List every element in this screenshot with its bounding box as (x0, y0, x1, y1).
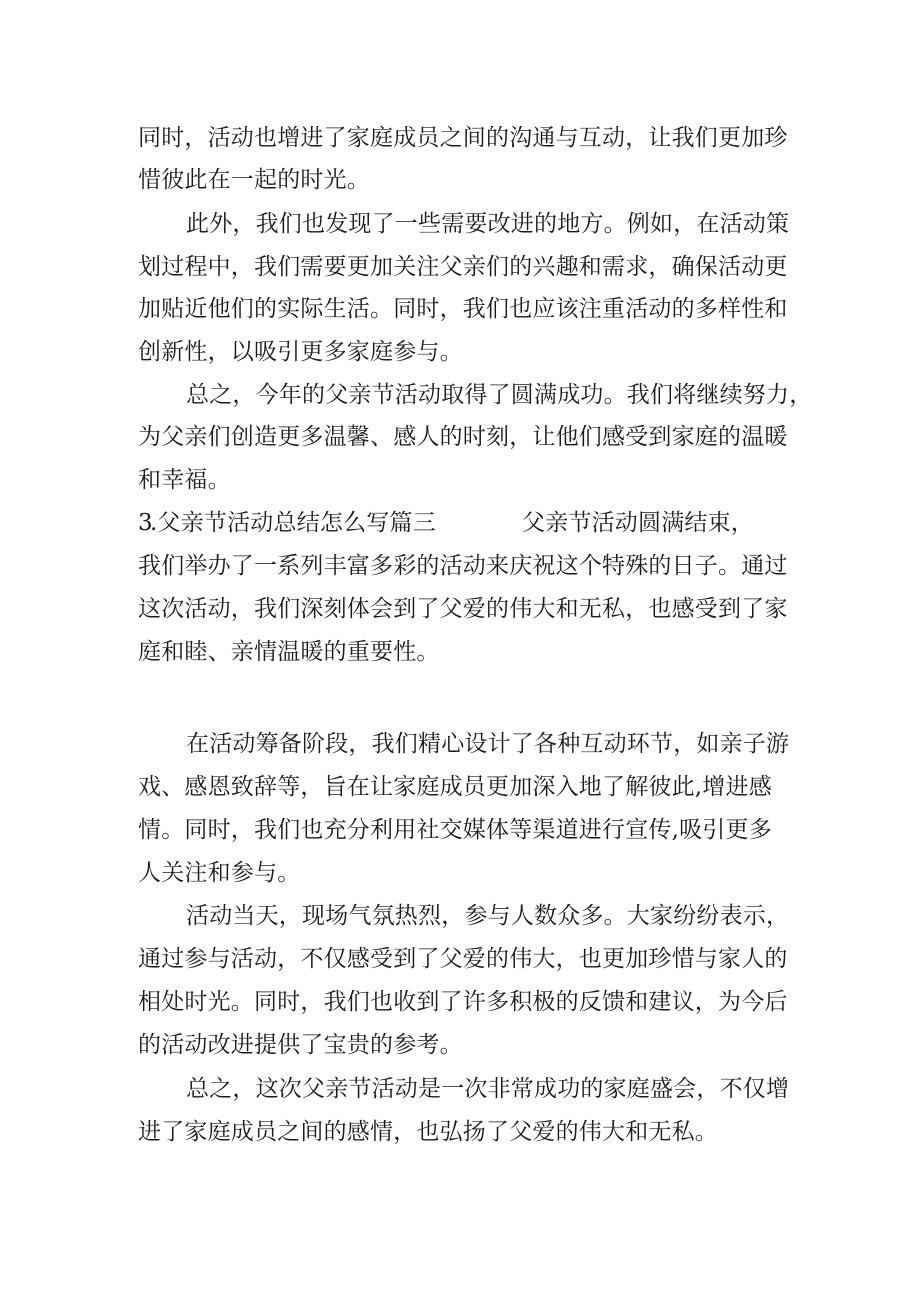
text-line: 和幸福。 (138, 467, 231, 493)
text-line: 划过程中，我们需要更加关注父亲们的兴趣和需求，确保活动更 (138, 254, 788, 280)
section-heading-tail: 父亲节活动圆满结束， (522, 510, 754, 536)
paragraph-first-line: 在活动筹备阶段，我们精心设计了各种互动环节，如亲子游 (186, 731, 790, 757)
paragraph-first-line: 总之，这次父亲节活动是一次非常成功的家庭盛会，不仅增 (186, 1076, 790, 1102)
text-line: 相处时光。同时，我们也收到了许多积极的反馈和建议，为今后 (138, 989, 788, 1015)
text-line: 情。同时，我们也充分利用社交媒体等渠道进行宣传,吸引更多 (138, 817, 772, 843)
text-line: 的活动改进提供了宝贵的参考。 (138, 1032, 463, 1058)
text-line: 同时，活动也增进了家庭成员之间的沟通与互动，让我们更加珍 (138, 125, 788, 151)
section-title: .父亲节活动总结怎么写篇三 (150, 510, 436, 536)
paragraph-first-line: 总之，今年的父亲节活动取得了圆满成功。我们将继续努力， (186, 382, 813, 408)
paragraph-first-line: 此外，我们也发现了一些需要改进的地方。例如，在活动策 (186, 211, 790, 237)
text-line: 庭和睦、亲情温暖的重要性。 (138, 639, 440, 665)
text-line: 通过参与活动，不仅感受到了父爱的伟大，也更加珍惜与家人的 (138, 946, 788, 972)
text-line: 人关注和参与。 (138, 860, 301, 886)
text-line: 加贴近他们的实际生活。同时，我们也应该注重活动的多样性和 (138, 296, 788, 322)
paragraph-first-line: 活动当天，现场气氛热烈，参与人数众多。大家纷纷表示， (186, 903, 790, 929)
section-number: 3 (138, 510, 153, 536)
text-line: 我们举办了一系列丰富多彩的活动来庆祝这个特殊的日子。通过 (138, 553, 788, 579)
text-line: 为父亲们创造更多温馨、感人的时刻，让他们感受到家庭的温暖 (138, 424, 788, 450)
text-line: 惜彼此在一起的时光。 (138, 167, 370, 193)
text-line: 戏、感恩致辞等，旨在让家庭成员更加深入地了解彼此,增进感 (138, 774, 772, 800)
text-line: 进了家庭成员之间的感情，也弘扬了父爱的伟大和无私。 (138, 1119, 718, 1145)
text-line: 这次活动，我们深刻体会到了父爱的伟大和无私，也感受到了家 (138, 596, 788, 622)
text-line: 创新性，以吸引更多家庭参与。 (138, 339, 463, 365)
